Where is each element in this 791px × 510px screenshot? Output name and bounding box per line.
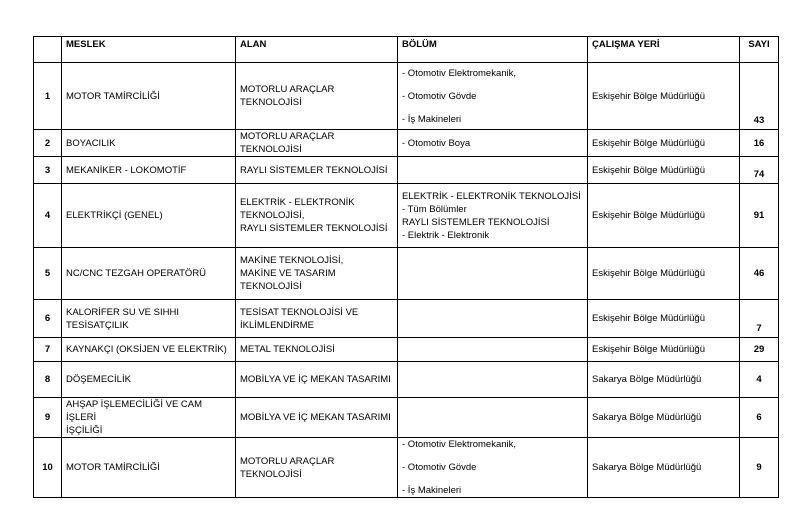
alan-line: MOTORLU ARAÇLAR TEKNOLOJİSİ xyxy=(240,455,335,480)
header-alan: ALAN xyxy=(236,37,398,63)
table-row xyxy=(34,398,779,438)
sayi-cell: 91 xyxy=(740,184,779,248)
bolum-line: - Otomotiv Elektromekanik, xyxy=(402,439,517,450)
table-row xyxy=(34,184,779,248)
bolum-line: RAYLI SİSTEMLER TEKNOLOJİSİ xyxy=(402,216,550,228)
bolum-line: ELEKTRİK - ELEKTRONİK TEKNOLOJİSİ xyxy=(402,190,581,202)
table-row xyxy=(34,157,779,184)
meslek-line: MOTOR TAMİRCİLİĞİ xyxy=(66,462,160,473)
meslek-line: TESİSATÇILIK xyxy=(66,319,129,331)
header-bolum: BÖLÜM xyxy=(398,37,588,63)
meslek-cell xyxy=(62,300,236,338)
alan-line: MAKİNE TEKNOLOJİSİ, xyxy=(240,255,344,266)
bolum-cell xyxy=(398,248,588,300)
calisma-yeri-cell: Eskişehir Bölge Müdürlüğü xyxy=(588,63,740,130)
row-number: 3 xyxy=(34,157,62,184)
meslek-line: İŞÇİLİĞİ xyxy=(66,425,103,436)
sayi-cell: 43 xyxy=(740,63,779,130)
alan-cell xyxy=(236,300,398,338)
calisma-yeri-cell: Eskişehir Bölge Müdürlüğü xyxy=(588,157,740,184)
meslek-cell xyxy=(62,157,236,184)
meslek-line: MOTOR TAMİRCİLİĞİ xyxy=(66,90,160,102)
meslek-cell xyxy=(62,438,236,498)
alan-cell xyxy=(236,362,398,398)
alan-cell xyxy=(236,184,398,248)
sayi-cell: 7 xyxy=(740,300,779,338)
header-meslek: MESLEK xyxy=(62,37,236,63)
calisma-yeri-cell: Eskişehir Bölge Müdürlüğü xyxy=(588,130,740,157)
occupation-table xyxy=(33,36,779,498)
bolum-line: - Elektrik - Elektronik xyxy=(402,229,490,241)
sayi-cell: 46 xyxy=(740,248,779,300)
meslek-cell xyxy=(62,130,236,157)
row-number: 6 xyxy=(34,300,62,338)
calisma-yeri-cell: Sakarya Bölge Müdürlüğü xyxy=(588,398,740,438)
alan-line: MOBİLYA VE İÇ MEKAN TASARIMI xyxy=(240,374,391,385)
header-calisma-yeri: ÇALIŞMA YERİ xyxy=(588,37,740,63)
bolum-line: - Otomotiv Gövde xyxy=(402,462,477,473)
bolum-line: - İş Makineleri xyxy=(402,113,462,125)
bolum-line: - Otomotiv Boya xyxy=(402,137,471,149)
bolum-cell xyxy=(398,184,588,248)
alan-line: MOTORLU ARAÇLAR TEKNOLOJİSİ xyxy=(240,131,335,155)
sayi-cell: 6 xyxy=(740,398,779,438)
meslek-line: DÖŞEMECİLİK xyxy=(66,374,131,385)
meslek-cell xyxy=(62,398,236,438)
bolum-line: - Otomotiv Gövde xyxy=(402,90,477,102)
alan-line: RAYLI SİSTEMLER TEKNOLOJİSİ xyxy=(240,164,388,176)
meslek-line: KAYNAKÇI (OKSİJEN VE ELEKTRİK) xyxy=(66,344,227,355)
alan-cell xyxy=(236,398,398,438)
row-number: 4 xyxy=(34,184,62,248)
row-number: 8 xyxy=(34,362,62,398)
sayi-cell: 16 xyxy=(740,130,779,157)
bolum-cell xyxy=(398,300,588,338)
sayi-cell: 29 xyxy=(740,338,779,362)
meslek-line: KALORİFER SU VE SIHHI xyxy=(66,306,179,318)
alan-cell xyxy=(236,338,398,362)
row-number: 7 xyxy=(34,338,62,362)
meslek-cell xyxy=(62,63,236,130)
bolum-line: - İş Makineleri xyxy=(402,485,462,496)
bolum-line: - Tüm Bölümler xyxy=(402,203,467,215)
table-row xyxy=(34,300,779,338)
meslek-cell xyxy=(62,248,236,300)
bolum-cell xyxy=(398,130,588,157)
alan-line: METAL TEKNOLOJİSİ xyxy=(240,344,335,355)
alan-line: MOBİLYA VE İÇ MEKAN TASARIMI xyxy=(240,412,391,423)
meslek-cell xyxy=(62,338,236,362)
calisma-yeri-cell: Eskişehir Bölge Müdürlüğü xyxy=(588,248,740,300)
bolum-line: - Otomotiv Elektromekanik, xyxy=(402,67,517,79)
alan-cell xyxy=(236,63,398,130)
table-row xyxy=(34,130,779,157)
alan-cell xyxy=(236,438,398,498)
sayi-cell: 4 xyxy=(740,362,779,398)
alan-line: RAYLI SİSTEMLER TEKNOLOJİSİ xyxy=(240,223,388,234)
header-sayi: SAYI xyxy=(740,37,779,63)
meslek-cell xyxy=(62,184,236,248)
alan-line: MOTORLU ARAÇLAR TEKNOLOJİSİ xyxy=(240,84,335,108)
sayi-cell: 74 xyxy=(740,157,779,184)
row-number: 5 xyxy=(34,248,62,300)
bolum-cell xyxy=(398,63,588,130)
bolum-cell xyxy=(398,338,588,362)
alan-line: TESİSAT TEKNOLOJİSİ VE xyxy=(240,306,359,318)
table-row xyxy=(34,338,779,362)
calisma-yeri-cell: Eskişehir Bölge Müdürlüğü xyxy=(588,338,740,362)
calisma-yeri-cell: Eskişehir Bölge Müdürlüğü xyxy=(588,184,740,248)
table-row xyxy=(34,438,779,498)
row-number: 10 xyxy=(34,438,62,498)
table-row xyxy=(34,63,779,130)
row-number: 1 xyxy=(34,63,62,130)
meslek-line: AHŞAP İŞLEMECİLİĞİ VE CAM İŞLERİ xyxy=(66,399,203,423)
table-header-row xyxy=(34,37,779,63)
calisma-yeri-cell: Sakarya Bölge Müdürlüğü xyxy=(588,362,740,398)
alan-cell xyxy=(236,130,398,157)
table-row xyxy=(34,248,779,300)
bolum-cell xyxy=(398,362,588,398)
alan-line: ELEKTRİK - ELEKTRONİK xyxy=(240,197,355,208)
alan-line: İKLİMLENDİRME xyxy=(240,319,314,331)
bolum-cell xyxy=(398,438,588,498)
alan-line: MAKİNE VE TASARIM xyxy=(240,268,336,279)
table-body xyxy=(34,63,779,498)
calisma-yeri-cell: Eskişehir Bölge Müdürlüğü xyxy=(588,300,740,338)
meslek-line: MEKANİKER - LOKOMOTİF xyxy=(66,164,187,176)
calisma-yeri-cell: Sakarya Bölge Müdürlüğü xyxy=(588,438,740,498)
alan-cell xyxy=(236,248,398,300)
meslek-line: ELEKTRİKÇİ (GENEL) xyxy=(66,210,163,221)
sayi-cell: 9 xyxy=(740,438,779,498)
meslek-line: BOYACILIK xyxy=(66,137,116,149)
row-number: 9 xyxy=(34,398,62,438)
alan-cell xyxy=(236,157,398,184)
bolum-cell xyxy=(398,398,588,438)
meslek-line: NC/CNC TEZGAH OPERATÖRÜ xyxy=(66,268,207,279)
row-number: 2 xyxy=(34,130,62,157)
bolum-cell xyxy=(398,157,588,184)
meslek-cell xyxy=(62,362,236,398)
alan-line: TEKNOLOJİSİ xyxy=(240,281,302,292)
table-row xyxy=(34,362,779,398)
header-no xyxy=(34,37,62,63)
alan-line: TEKNOLOJİSİ, xyxy=(240,210,305,221)
